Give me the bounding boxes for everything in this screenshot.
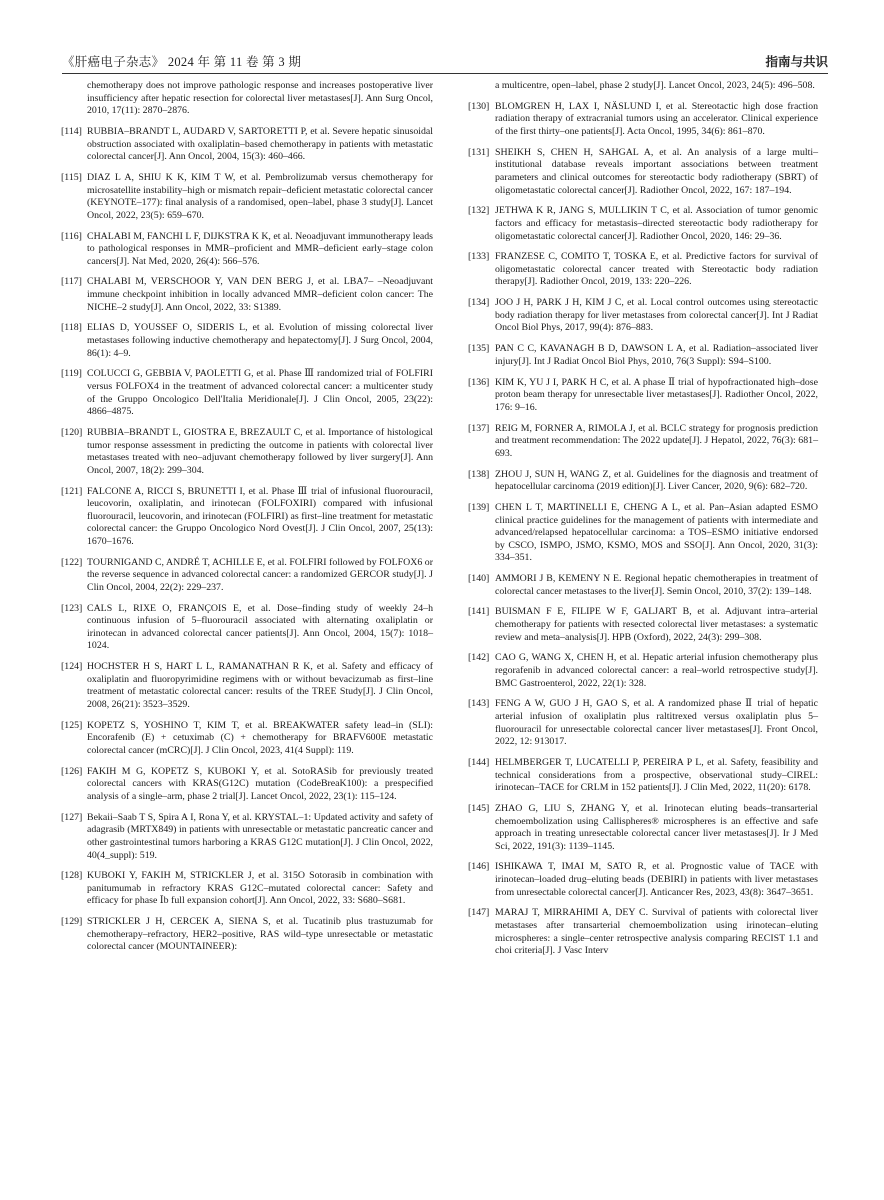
reference-entry	[468, 757, 818, 795]
reference-entry	[61, 812, 433, 862]
reference-entry	[61, 322, 433, 360]
section-title: 指南与共识	[765, 55, 828, 69]
reference-text: TOURNIGAND C, ANDRÉ T, ACHILLE E, et al. FOLFIRI followed by FOLFOX6 or the reverse sequence in advanced colorectal cancer: a randomized GERCOR study[J]. J Clin Oncol, 2004, 22(2): 229–237.	[87, 556, 433, 593]
reference-entry	[468, 251, 818, 289]
reference-entry	[61, 720, 433, 758]
reference-number: [125]	[61, 719, 83, 731]
reference-text: DIAZ L A, SHIU K K, KIM T W, et al. Pembrolizumab versus chemotherapy for microsatellite instability–high or mismatch repair–deficient metastatic colorectal cancer (KEYNOTE–177): final analysis of a randomised, open–label, phase 3 study[J]. Lancet Oncol, 2022, 23(5): 659–670.	[87, 171, 433, 221]
reference-number: [146]	[468, 861, 490, 873]
reference-number: [118]	[61, 322, 82, 334]
reference-number: [145]	[468, 802, 490, 814]
reference-entry	[468, 907, 818, 957]
reference-number: [141]	[468, 606, 490, 618]
reference-entry	[61, 172, 433, 222]
reference-number: [136]	[468, 376, 490, 388]
reference-number: [129]	[61, 916, 83, 928]
reference-entry	[61, 870, 433, 908]
reference-entry	[468, 606, 818, 644]
reference-number: [134]	[468, 297, 490, 309]
reference-entry	[61, 126, 433, 164]
reference-number: [126]	[61, 765, 83, 777]
reference-text: KUBOKI Y, FAKIH M, STRICKLER J, et al. 315O Sotorasib in combination with panitumumab in refractory KRAS G12C–mutated colorectal cancer: Safety and efficacy for phase Ⅰb full expansion cohort[J]. Ann Oncol, 2022, 33: S680–S681.	[87, 870, 433, 907]
reference-entry	[61, 557, 433, 595]
reference-number: [138]	[468, 468, 490, 480]
page-header	[62, 0, 828, 80]
reference-entry	[61, 80, 433, 118]
reference-text: HELMBERGER T, LUCATELLI P, PEREIRA P L, et al. Safety, feasibility and technical considerations from a prospective, observational study–CIREL: irinotecan–TACE for CRLM in 152 patients[J]. J Clin Med, 2022, 11(20): 6178.	[495, 756, 818, 794]
reference-text: CHALABI M, FANCHI L F, DIJKSTRA K K, et al. Neoadjuvant immunotherapy leads to pathological responses in MMR–proficient and MMR–deficient early–stage colon cancers[J]. Nat Med, 2020, 26(4): 566–576.	[87, 230, 433, 267]
reference-number: [132]	[468, 205, 490, 217]
reference-text: STRICKLER J H, CERCEK A, SIENA S, et al. Tucatinib plus trastuzumab for chemotherapy–refractory, HER2–positive, RAS wild–type unresectable or metastatic colorectal cancer (MOUNTAINEER):	[87, 916, 433, 953]
reference-number: [135]	[468, 343, 490, 355]
reference-text: Bekaii–Saab T S, Spira A I, Rona Y, et al. KRYSTAL–1: Updated activity and safety of adagrasib (MRTX849) in patients with unresectable or metastatic pancreatic cancer and other gastrointestinal tumors harboring a KRAS G12C mutation[J]. J Clin Oncol, 2022, 40(4_suppl): 519.	[87, 811, 433, 861]
reference-entry	[468, 377, 818, 415]
reference-entry	[468, 652, 818, 690]
reference-text: ELIAS D, YOUSSEF O, SIDERIS L, et al. Evolution of missing colorectal liver metastases following inductive chemotherapy and hepatectomy[J]. J Surg Oncol, 2004, 86(1): 4–9.	[87, 322, 433, 359]
reference-text: CHALABI M, VERSCHOOR Y, VAN DEN BERG J, et al. LBA7– –Neoadjuvant immune checkpoint inhibition in locally advanced MMR–deficient colon cancer: The NICHE–2 study[J]. Ann Oncol, 2022, 33: S1389.	[87, 276, 433, 313]
reference-text: MARAJ T, MIRRAHIMI A, DEY C. Survival of patients with colorectal liver metastases after transarterial chemoembolization using irinotecan–eluting microspheres: a single–center retrospective analysis comparing RECIST 1.1 and choi criteria[J]. J Vasc Interv	[495, 907, 818, 957]
reference-text: JETHWA K R, JANG S, MULLIKIN T C, et al. Association of tumor genomic factors and efficacy for metastasis–directed stereotactic body radiotherapy for oligometastatic colorectal cancer[J]. Radiother Oncol, 2020, 146: 29–36.	[495, 205, 818, 242]
reference-text: FRANZESE C, COMITO T, TOSKA E, et al. Predictive factors for survival of oligometastatic colorectal cancer treated with Stereotactic body radiation therapy[J]. Radiother Oncol, 2019, 133: 220–226.	[495, 251, 818, 288]
reference-number: [130]	[468, 100, 490, 112]
reference-entry	[468, 502, 818, 565]
reference-text: HOCHSTER H S, HART L L, RAMANATHAN R K, et al. Safety and efficacy of oxaliplatin and fluoropyrimidine regimens with or without bevacizumab as first–line treatment of metastatic colorectal cancer: results of the TREE Study[J]. J Clin Oncol, 2008, 26(21): 3523–3529.	[87, 661, 433, 710]
reference-text: REIG M, FORNER A, RIMOLA J, et al. BCLC strategy for prognosis prediction and treatment recommendation: The 2022 update[J]. J Hepatol, 2022, 76(3): 681–693.	[495, 422, 818, 459]
reference-text: FENG A W, GUO J H, GAO S, et al. A randomized phase Ⅱ trial of hepatic arterial infusion of oxaliplatin plus raltitrexed versus oxaliplatin plus 5–fluorouracil for unresectable colorectal cancer liver metastases[J]. Front Oncol, 2022, 12: 913017.	[495, 698, 818, 748]
reference-text: ZHAO G, LIU S, ZHANG Y, et al. Irinotecan eluting beads–transarterial chemoembolization using Callispheres® microspheres is an effective and safe approach in treating unresectable colorectal cancer liver metastases[J]. Ir J Med Sci, 2022, 191(3): 1139–1145.	[495, 802, 818, 852]
reference-entry	[468, 423, 818, 461]
reference-text: CHEN L T, MARTINELLI E, CHENG A L, et al. Pan–Asian adapted ESMO clinical practice guidelines for the management of patients with intermediate and advanced/relapsed hepatocellular carcinoma: a TOS–ESMO initiative endorsed by CSCO, ISMPO, JSMO, KSMO, MOS and SSO[J]. Ann Oncol, 2020, 31(3): 334–351.	[495, 501, 818, 564]
reference-number: [119]	[61, 368, 82, 380]
reference-entry	[61, 427, 433, 477]
reference-text: ISHIKAWA T, IMAI M, SATO R, et al. Prognostic value of TACE with irinotecan–loaded drug–eluting beads (DEBIRI) in patients with liver metastases from unresectable colorectal cancer[J]. Anticancer Res, 2023, 43(8): 3647–3651.	[495, 861, 818, 898]
reference-number: [142]	[468, 652, 490, 664]
reference-number: [117]	[61, 276, 82, 288]
reference-text: FAKIH M G, KOPETZ S, KUBOKI Y, et al. SotoRASib for previously treated colorectal cancers with KRAS(G12C) mutation (CodeBreaK100): a prespecified analysis of a single–arm, phase 2 trial[J]. Lancet Oncol, 2022, 23(1): 115–124.	[87, 765, 433, 802]
reference-entry	[468, 698, 818, 748]
reference-number: [139]	[468, 501, 490, 513]
reference-number: [133]	[468, 251, 490, 263]
reference-text: ZHOU J, SUN H, WANG Z, et al. Guidelines for the diagnosis and treatment of hepatocellular carcinoma (2019 edition)[J]. Liver Cancer, 2020, 9(6): 682–720.	[495, 468, 818, 493]
reference-entry	[61, 231, 433, 269]
reference-entry	[468, 469, 818, 494]
reference-entry	[468, 147, 818, 197]
reference-entry	[468, 297, 818, 335]
reference-text: a multicentre, open–label, phase 2 study[J]. Lancet Oncol, 2023, 24(5): 496–508.	[495, 80, 815, 91]
reference-text: PAN C C, KAVANAGH B D, DAWSON L A, et al. Radiation–associated liver injury[J]. Int J Radiat Oncol Biol Phys, 2010, 76(3 Suppl): S94–S100.	[495, 343, 818, 367]
reference-text: BLOMGREN H, LAX I, NÄSLUND I, et al. Stereotactic high dose fraction radiation therapy of extracranial tumors using an accelerator. Clinical experience of the first thirty–one patients[J]. Acta Oncol, 1995, 34(6): 861–870.	[495, 100, 818, 137]
reference-number: [122]	[61, 556, 83, 568]
reference-number: [127]	[61, 811, 83, 823]
reference-entry	[61, 486, 433, 549]
reference-text: chemotherapy does not improve pathologic response and increases postoperative liver insufficiency after hepatic resection for colorectal liver metastases[J]. Ann Surg Oncol, 2010, 17(11): 2870–2876.	[87, 80, 433, 117]
reference-number: [116]	[61, 230, 82, 242]
reference-text: COLUCCI G, GEBBIA V, PAOLETTI G, et al. Phase Ⅲ randomized trial of FOLFIRI versus FOLFOX4 in the treatment of advanced colorectal cancer: a multicenter study of the Gruppo Oncologico Dell'Italia Meridionale[J]. J Clin Oncol, 2005, 23(22): 4866–4875.	[87, 368, 433, 418]
reference-number: [114]	[61, 125, 82, 137]
reference-number: [121]	[61, 485, 83, 497]
reference-number: [131]	[468, 146, 490, 158]
reference-entry	[468, 101, 818, 139]
reference-entry	[468, 205, 818, 243]
reference-column-left	[61, 80, 433, 962]
reference-number: [115]	[61, 171, 82, 183]
reference-number: [147]	[468, 907, 490, 919]
reference-number: [128]	[61, 870, 83, 882]
reference-text: BUISMAN F E, FILIPE W F, GALJART B, et al. Adjuvant intra–arterial chemotherapy for patients with resected colorectal liver metastases: a systematic review and meta–analysis[J]. HPB (Oxford), 2022, 24(3): 299–308.	[495, 606, 818, 643]
reference-text: CAO G, WANG X, CHEN H, et al. Hepatic arterial infusion chemotherapy plus regorafenib in advanced colorectal cancer: a real–world retrospective study[J]. BMC Gastroenterol, 2022, 22(1): 328.	[495, 652, 818, 689]
journal-title: 《肝癌电子杂志》 2024 年 第 11 卷 第 3 期	[62, 55, 302, 69]
reference-text: SHEIKH S, CHEN H, SAHGAL A, et al. An analysis of a large multi–institutional database reveals important associations between treatment parameters and clinical outcomes for stereotactic body radiotherapy (SBRT) of oligometastatic colorectal cancer[J]. Radiother Oncol, 2022, 167: 187–194.	[495, 146, 818, 196]
header-rule	[62, 73, 828, 74]
reference-entry	[61, 916, 433, 954]
reference-entry	[61, 766, 433, 804]
reference-text: FALCONE A, RICCI S, BRUNETTI I, et al. Phase Ⅲ trial of infusional fluorouracil, leucovorin, oxaliplatin, and irinotecan (FOLFOXIRI) compared with infusional fluorouracil, leucovorin, and irinotecan (FOLFIRI) as first–line treatment for metastatic colorectal cancer: the Gruppo Oncologico Nord Ovest[J]. J Clin Oncol, 2007, 25(13): 1670–1676.	[87, 485, 433, 547]
reference-entry	[468, 343, 818, 368]
reference-text: KOPETZ S, YOSHINO T, KIM T, et al. BREAKWATER safety lead–in (SLI): Encorafenib (E) + cetuximab (C) + chemotherapy for BRAFV600E metastatic colorectal cancer (mCRC)[J]. J Clin Oncol, 2023, 41(4 Suppl): 119.	[87, 719, 433, 756]
reference-text: RUBBIA–BRANDT L, AUDARD V, SARTORETTI P, et al. Severe hepatic sinusoidal obstruction associated with oxaliplatin–based chemotherapy in patients with metastatic colorectal cancer[J]. Ann Oncol, 2004, 15(3): 460–466.	[87, 125, 433, 163]
reference-entry	[468, 803, 818, 853]
reference-entry	[468, 80, 818, 93]
reference-text: JOO J H, PARK J H, KIM J C, et al. Local control outcomes using stereotactic body radiation therapy for liver metastases from colorectal cancer[J]. Int J Radiat Oncol Biol Phys, 2017, 99(4): 876–883.	[495, 297, 818, 334]
reference-number: [137]	[468, 422, 490, 434]
reference-column-right	[468, 80, 818, 966]
reference-entry	[61, 603, 433, 653]
reference-number: [123]	[61, 602, 83, 614]
reference-entry	[61, 276, 433, 314]
reference-number: [140]	[468, 573, 490, 585]
reference-text: KIM K, YU J I, PARK H C, et al. A phase Ⅱ trial of hypofractionated high–dose proton beam therapy for unresectable liver metastases[J]. Radiother Oncol, 2022, 176: 9–16.	[495, 376, 818, 413]
reference-number: [120]	[61, 426, 83, 438]
reference-number: [143]	[468, 698, 490, 710]
reference-text: RUBBIA–BRANDT L, GIOSTRA E, BREZAULT C, et al. Importance of histological tumor response assessment in predicting the outcome in patients with colorectal liver metastases treated with neo–adjuvant chemotherapy followed by liver surgery[J]. Ann Oncol, 2007, 18(2): 299–304.	[87, 426, 433, 476]
reference-number: [144]	[468, 756, 490, 768]
reference-entry	[468, 573, 818, 598]
reference-text: AMMORI J B, KEMENY N E. Regional hepatic chemotherapies in treatment of colorectal cancer metastases to the liver[J]. Semin Oncol, 2010, 37(2): 139–148.	[495, 573, 818, 597]
reference-text: CALS L, RIXE O, FRANÇOIS E, et al. Dose–finding study of weekly 24–h continuous infusion of 5–fluorouracil associated with alternating oxaliplatin or irinotecan in advanced colorectal cancer patients[J]. Ann Oncol, 2004, 15(7): 1018–1024.	[87, 602, 433, 652]
reference-entry	[468, 861, 818, 899]
reference-entry	[61, 368, 433, 418]
reference-entry	[61, 661, 433, 711]
reference-number: [124]	[61, 661, 83, 673]
